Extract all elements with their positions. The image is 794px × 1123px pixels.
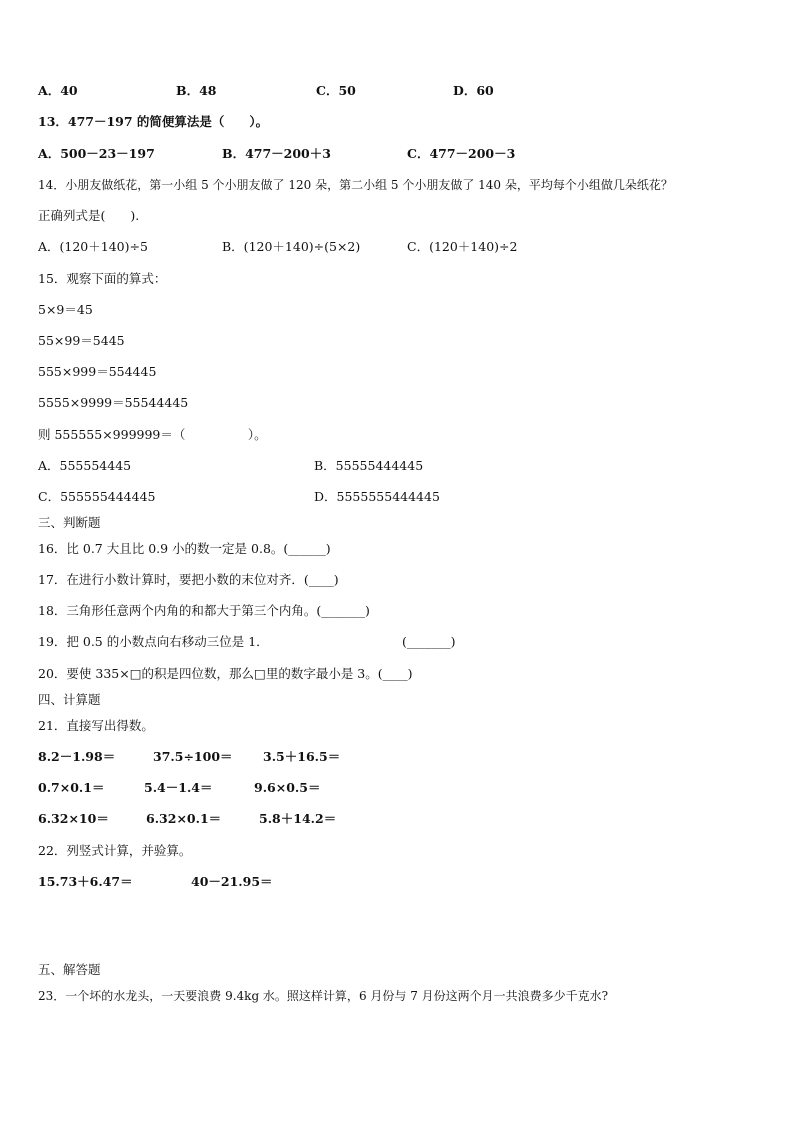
section-heading: 四、计算题	[38, 692, 101, 707]
option-d: D．60	[453, 83, 494, 98]
question-14-stem-2: 正确列式是( ).	[38, 208, 140, 223]
question-21-stem: 21．直接写出得数。	[38, 718, 154, 733]
calc-item: 5.4－1.4＝	[144, 780, 213, 795]
judge-item-17: 17．在进行小数计算时，要把小数的末位对齐．(____)	[38, 572, 339, 587]
option-b: B．477－200＋3	[222, 146, 331, 161]
option-b: B．48	[176, 83, 217, 98]
equation-line: 55×99＝5445	[38, 333, 125, 348]
option-a: A．40	[38, 83, 78, 98]
calc-item: 15.73＋6.47＝	[38, 874, 133, 889]
calc-item: 40－21.95＝	[191, 874, 273, 889]
question-15-ask: 则 555555×999999＝（ ）。	[38, 427, 267, 442]
question-23-stem: 23．一个坏的水龙头，一天要浪费 9.4kg 水。照这样计算，6 月份与 7 月份这两个月一共浪费多少千克水?	[38, 989, 609, 1003]
option-a: A．555554445	[38, 458, 132, 473]
judge-item-20: 20．要使 335×□的积是四位数，那么□里的数字最小是 3。(____)	[38, 666, 413, 681]
option-c: C．555555444445	[38, 489, 156, 504]
equation-line: 5×9＝45	[38, 302, 93, 317]
option-c: C．(120＋140)÷2	[407, 239, 518, 254]
judge-item-18: 18．三角形任意两个内角的和都大于第三个内角。(_______)	[38, 603, 370, 618]
equation-line: 555×999＝554445	[38, 364, 157, 379]
calc-item: 9.6×0.5＝	[254, 780, 321, 795]
calc-item: 6.32×10＝	[38, 811, 109, 826]
option-d: D．5555555444445	[314, 489, 440, 504]
calc-item: 6.32×0.1＝	[146, 811, 222, 826]
section-heading: 五、解答题	[38, 962, 101, 977]
equation-line: 5555×9999＝55544445	[38, 395, 189, 410]
question-15-stem: 15．观察下面的算式：	[38, 271, 167, 286]
question-22-stem: 22．列竖式计算，并验算。	[38, 843, 192, 858]
calc-item: 8.2－1.98＝	[38, 749, 116, 764]
calc-item: 37.5÷100＝	[153, 749, 233, 764]
calc-item: 3.5＋16.5＝	[263, 749, 341, 764]
judge-item-16: 16．比 0.7 大且比 0.9 小的数一定是 0.8。(______)	[38, 541, 331, 556]
calc-item: 0.7×0.1＝	[38, 780, 105, 795]
option-b: B．(120＋140)÷(5×2)	[222, 239, 361, 254]
section-heading: 三、判断题	[38, 515, 101, 530]
judge-19-answer-blank: (_______)	[402, 634, 456, 649]
option-c: C．477－200－3	[407, 146, 516, 161]
question-13-stem: 13．477－197 的简便算法是（ ）。	[38, 114, 269, 129]
option-a: A．(120＋140)÷5	[38, 239, 148, 254]
option-c: C．50	[316, 83, 356, 98]
option-a: A．500－23－197	[38, 146, 155, 161]
option-b: B．55555444445	[314, 458, 424, 473]
calc-item: 5.8＋14.2＝	[259, 811, 337, 826]
question-14-stem: 14．小朋友做纸花，第一小组 5 个小朋友做了 120 朵，第二小组 5 个小朋友做了 140 朵，平均每个小组做几朵纸花？	[38, 178, 673, 192]
judge-item-19: 19．把 0.5 的小数点向右移动三位是 1．	[38, 634, 269, 649]
